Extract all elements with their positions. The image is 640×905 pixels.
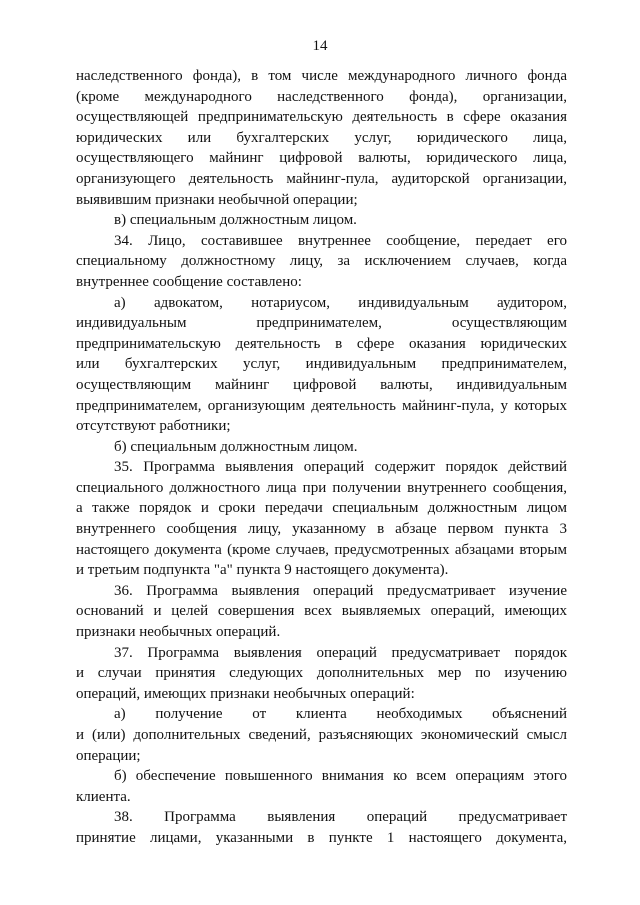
text-line: а) адвокатом, нотариусом, индивидуальным аудитором, xyxy=(114,294,567,311)
text-line: а также порядок и сроки передачи специальным должностным лицом xyxy=(76,500,567,517)
text-line: и (или) дополнительных сведений, разъясняющих экономический смысл xyxy=(76,727,567,743)
text-line: внутреннего сообщения лицу, указанному в абзаце первом пункта 3 xyxy=(76,521,567,538)
text-line: (кроме международного наследственного фонда), организации, xyxy=(76,88,567,105)
paragraph xyxy=(76,457,567,581)
page-number: 14 xyxy=(312,38,328,54)
text-line: 34. Лицо, составившее внутреннее сообщение, передает его xyxy=(114,232,567,249)
text-line: внутреннее сообщение составлено: xyxy=(76,273,302,290)
text-line: или бухгалтерских услуг, индивидуальным предпринимателем, xyxy=(76,356,567,373)
text-line: предпринимателем, организующим деятельность майнинг-пула, у которых xyxy=(76,397,567,414)
paragraph xyxy=(76,581,567,643)
text-line: б) специальным должностным лицом. xyxy=(114,438,358,455)
paragraph xyxy=(76,766,567,807)
text-line: юридических или бухгалтерских услуг, юридического лица, xyxy=(76,129,567,146)
text-line: клиента. xyxy=(76,788,131,805)
text-line: 37. Программа выявления операций предусматривает порядок xyxy=(114,644,567,661)
text-line: и случаи принятия следующих дополнительных мер по изучению xyxy=(76,665,567,682)
text-line: наследственного фонда), в том числе международного личного фонда xyxy=(76,68,567,84)
text-line: а) получение от клиента необходимых объяснений xyxy=(114,706,567,723)
text-line: б) обеспечение повышенного внимания ко всем операциям этого xyxy=(114,768,567,785)
paragraph xyxy=(76,704,567,766)
text-line: осуществляющей предпринимательскую деятельность в сфере оказания xyxy=(76,109,567,126)
paragraph xyxy=(76,643,567,705)
paragraph xyxy=(76,66,567,210)
paragraph xyxy=(76,293,567,437)
text-line: принятие лицами, указанными в пункте 1 настоящего документа, xyxy=(76,829,567,846)
paragraph xyxy=(76,231,567,293)
text-line: оснований и целей совершения всех выявляемых операций, имеющих xyxy=(76,603,567,620)
text-line: в) специальным должностным лицом. xyxy=(114,212,357,229)
text-line: операции; xyxy=(76,747,141,764)
text-line: 36. Программа выявления операций предусматривает изучение xyxy=(114,582,567,599)
text-line: отсутствуют работники; xyxy=(76,418,231,435)
text-line: осуществляющим майнинг цифровой валюты, индивидуальным xyxy=(76,376,567,393)
document-body xyxy=(76,66,567,849)
text-line: специального должностного лица при получении внутреннего сообщения, xyxy=(76,479,567,496)
text-line: предпринимательскую деятельность в сфере оказания юридических xyxy=(76,335,567,352)
text-line: признаки необычных операций. xyxy=(76,624,281,641)
text-line: операций, имеющих признаки необычных операций: xyxy=(76,685,415,702)
text-line: 38. Программа выявления операций предусматривает xyxy=(114,809,567,826)
paragraph xyxy=(76,210,567,231)
text-line: организующего деятельность майнинг-пула, аудиторской организации, xyxy=(76,170,567,187)
text-line: и третьим подпункта "а" пункта 9 настоящего документа). xyxy=(76,562,449,579)
text-line: осуществляющего майнинг цифровой валюты, юридического лица, xyxy=(76,150,567,167)
text-line: специальному должностному лицу, за исключением случаев, когда xyxy=(76,253,567,270)
paragraph xyxy=(76,437,567,458)
text-line: выявившим признаки необычной операции; xyxy=(76,191,358,208)
text-line: настоящего документа (кроме случаев, предусмотренных абзацами вторым xyxy=(76,541,567,558)
paragraph xyxy=(76,807,567,848)
text-line: 35. Программа выявления операций содержит порядок действий xyxy=(114,459,567,476)
text-line: индивидуальным предпринимателем, осуществляющим xyxy=(76,315,567,332)
